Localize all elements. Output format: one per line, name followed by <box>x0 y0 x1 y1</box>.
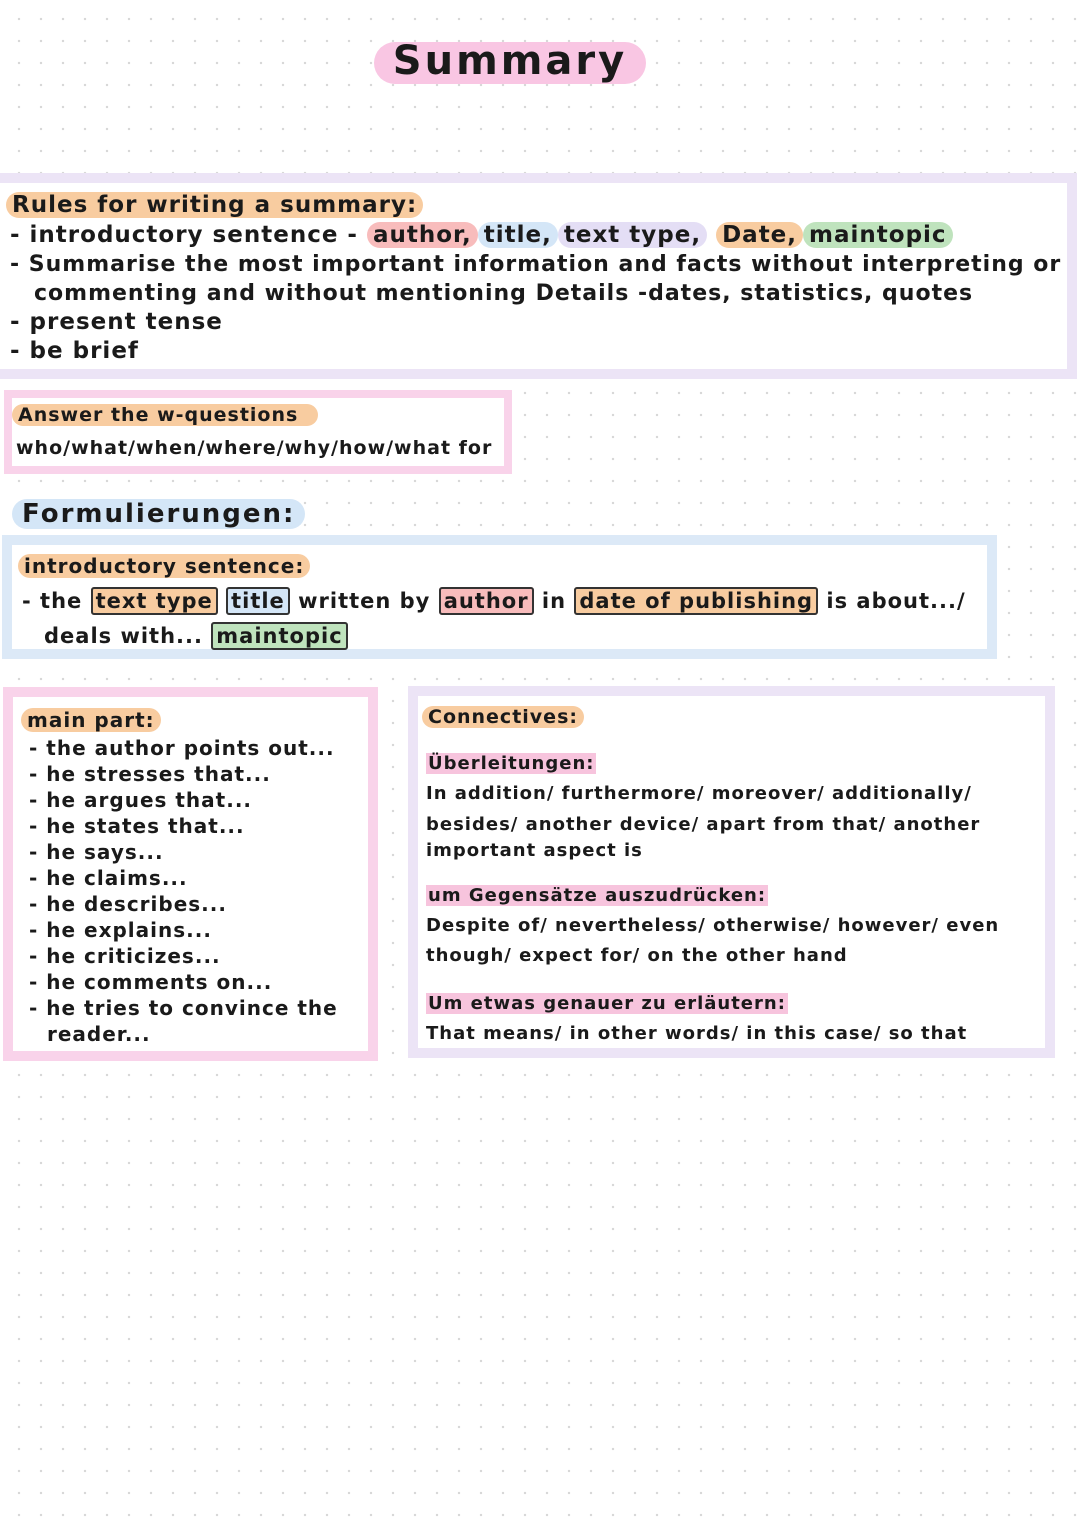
gegensaetze-heading: um Gegensätze auszudrücken: <box>428 885 767 906</box>
list-item: - he comments on... <box>29 970 273 994</box>
rules-line-intro: - introductory sentence - author, title, text type, Date, maintopic <box>10 221 953 250</box>
list-item: - he argues that... <box>29 788 253 812</box>
list-item: - he says... <box>29 840 164 864</box>
list-item: - he stresses that... <box>29 762 271 786</box>
intro-heading: introductory sentence: <box>18 554 310 578</box>
list-item: - he claims... <box>29 866 188 890</box>
rules-line-brief: - be brief <box>10 338 139 364</box>
gegensaetze-line-2: though/ expect for/ on the other hand <box>426 945 848 966</box>
ueberleitungen-heading: Überleitungen: <box>428 753 595 774</box>
list-item: - he criticizes... <box>29 944 221 968</box>
list-item: reader... <box>47 1022 151 1046</box>
ueberleitungen-line-1: In addition/ furthermore/ moreover/ additionally/ <box>426 783 972 804</box>
list-item: - he explains... <box>29 918 212 942</box>
rules-line-commenting: commenting and without mentioning Details -dates, statistics, quotes <box>34 281 974 306</box>
connectives-box <box>408 686 1055 1058</box>
ueberleitungen-line-3: important aspect is <box>426 840 643 861</box>
rules-box <box>0 173 1077 379</box>
ueberleitungen-line-2: besides/ another device/ apart from that/ another <box>426 814 981 835</box>
main-part-heading: main part: <box>21 708 161 732</box>
rules-heading: Rules for writing a summary: <box>6 192 423 218</box>
erlaeutern-line-1: That means/ in other words/ in this case/ so that <box>426 1023 968 1044</box>
intro-line-1: - the text type title written by author in date of publishing is about.../ <box>22 589 966 613</box>
list-item: - the author points out... <box>29 736 335 760</box>
gegensaetze-line-1: Despite of/ nevertheless/ otherwise/ however/ even <box>426 915 1000 936</box>
wquestions-heading: Answer the w-questions <box>12 404 318 426</box>
rules-line-tense: - present tense <box>10 309 223 335</box>
list-item: - he tries to convince the <box>29 996 338 1020</box>
main-part-list <box>29 735 338 1047</box>
erlaeutern-heading: Um etwas genauer zu erläutern: <box>428 993 786 1014</box>
list-item: - he states that... <box>29 814 245 838</box>
main-part-box <box>3 687 378 1061</box>
connectives-heading: Connectives: <box>422 706 584 728</box>
formulierungen-heading: Formulierungen: <box>12 499 305 529</box>
rules-line-summarise: - Summarise the most important information and facts without interpreting or <box>10 252 1062 277</box>
intro-sentence-box <box>2 535 997 659</box>
wquestions-box <box>4 390 512 474</box>
intro-line-2: deals with... maintopic <box>44 622 348 651</box>
list-item: - he describes... <box>29 892 227 916</box>
wquestions-text: who/what/when/where/why/how/what for <box>16 437 493 459</box>
page-title: Summary <box>374 42 646 84</box>
